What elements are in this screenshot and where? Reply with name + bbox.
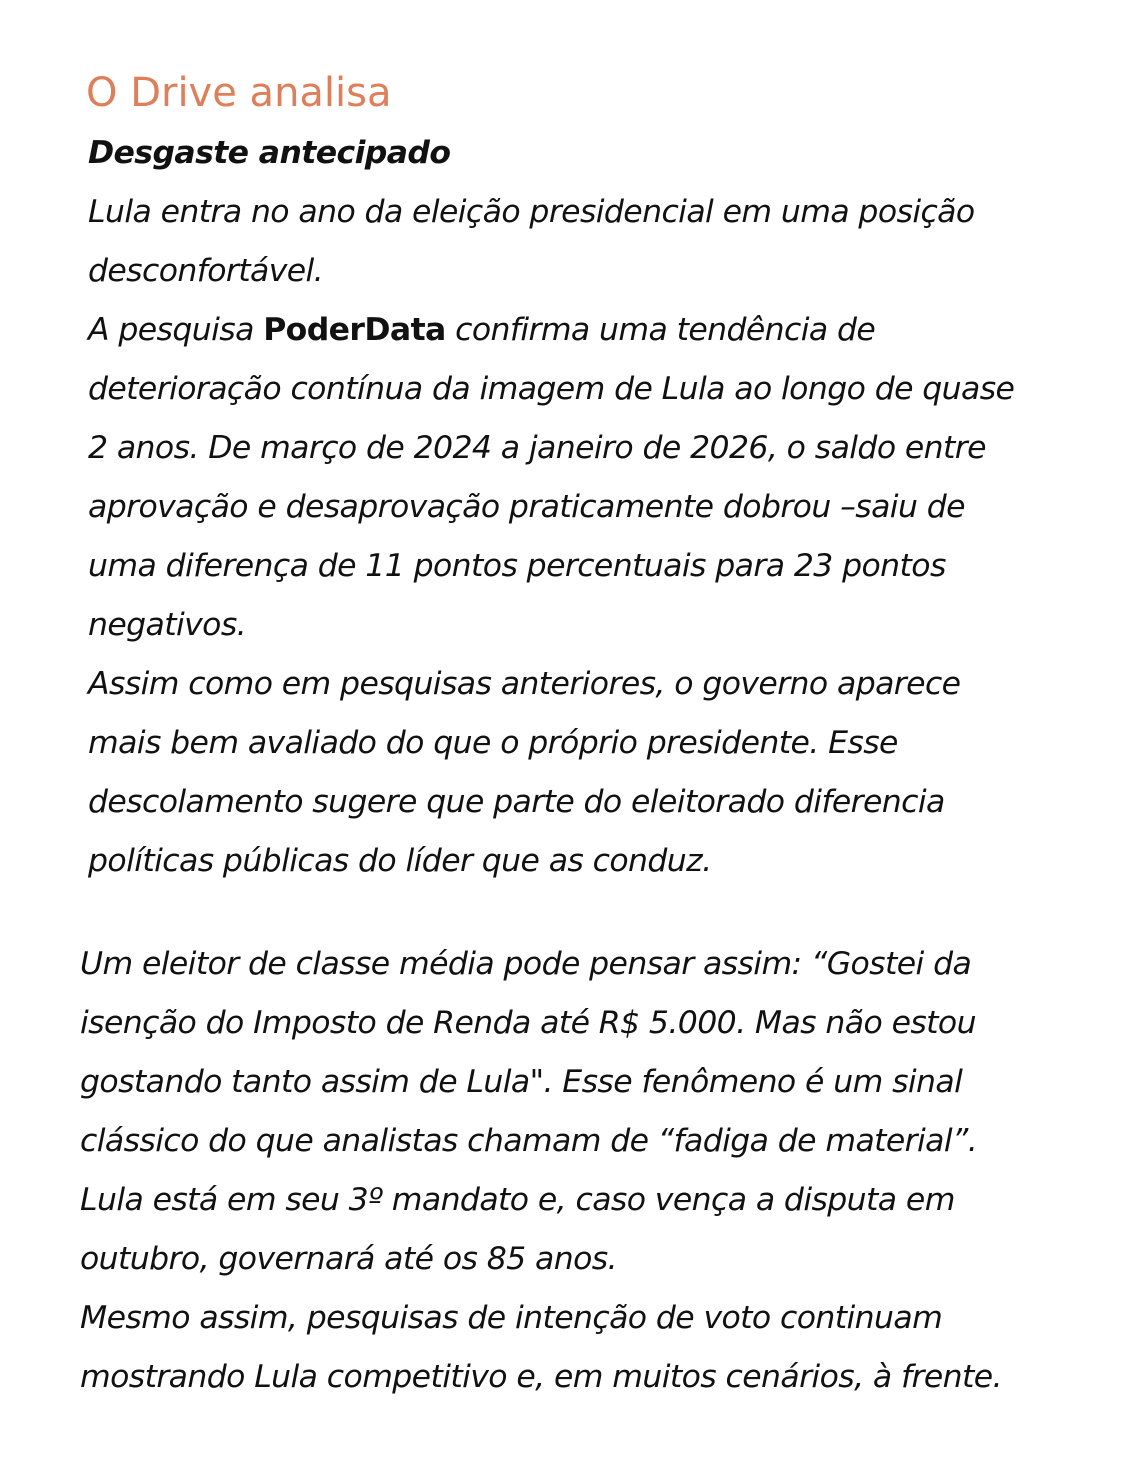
poll-suffix: confirma uma tendência de — [445, 312, 876, 348]
paragraph-line: Mesmo assim, pesquisas de intenção de voto continuam — [80, 1300, 943, 1336]
paragraph-line: negativos. — [88, 607, 247, 643]
poll-line — [88, 301, 1098, 360]
paragraph-line: mostrando Lula competitivo e, em muitos cenários, à frente. — [80, 1359, 1002, 1395]
paragraph-line: 2 anos. De março de 2024 a janeiro de 2026, o saldo entre — [88, 430, 986, 466]
paragraph-line: descolamento sugere que parte do eleitorado diferencia — [88, 784, 945, 820]
poll-name: PoderData — [263, 312, 446, 348]
section-title: O Drive analisa — [86, 70, 392, 116]
paragraph-line: aprovação e desaprovação praticamente dobrou –saiu de — [88, 489, 965, 525]
paragraph-line: gostando tanto assim de Lula". Esse fenômeno é um sinal — [80, 1064, 963, 1100]
article-subtitle: Desgaste antecipado — [88, 135, 451, 171]
paragraph-line: Um eleitor de classe média pode pensar assim: “Gostei da — [80, 946, 972, 982]
analysis-block-two — [80, 935, 1090, 1407]
analysis-block-one — [88, 124, 1098, 891]
paragraph-line: políticas públicas do líder que as conduz. — [88, 843, 712, 879]
paragraph-line: desconfortável. — [88, 253, 324, 289]
paragraph-line: isenção do Imposto de Renda até R$ 5.000. Mas não estou — [80, 1005, 976, 1041]
paragraph-line: deterioração contínua da imagem de Lula ao longo de quase — [88, 371, 1015, 407]
paragraph-line: clássico do que analistas chamam de “fadiga de material”. — [80, 1123, 978, 1159]
paragraph-line: Lula está em seu 3º mandato e, caso vença a disputa em — [80, 1182, 955, 1218]
poll-prefix: A pesquisa — [88, 312, 264, 348]
paragraph-line: uma diferença de 11 pontos percentuais para 23 pontos — [88, 548, 946, 584]
paragraph-line: outubro, governará até os 85 anos. — [80, 1241, 617, 1277]
paragraph-line: Lula entra no ano da eleição presidencial em uma posição — [88, 194, 975, 230]
paragraph-line: mais bem avaliado do que o próprio presidente. Esse — [88, 725, 898, 761]
paragraph-line: Assim como em pesquisas anteriores, o governo aparece — [88, 666, 961, 702]
